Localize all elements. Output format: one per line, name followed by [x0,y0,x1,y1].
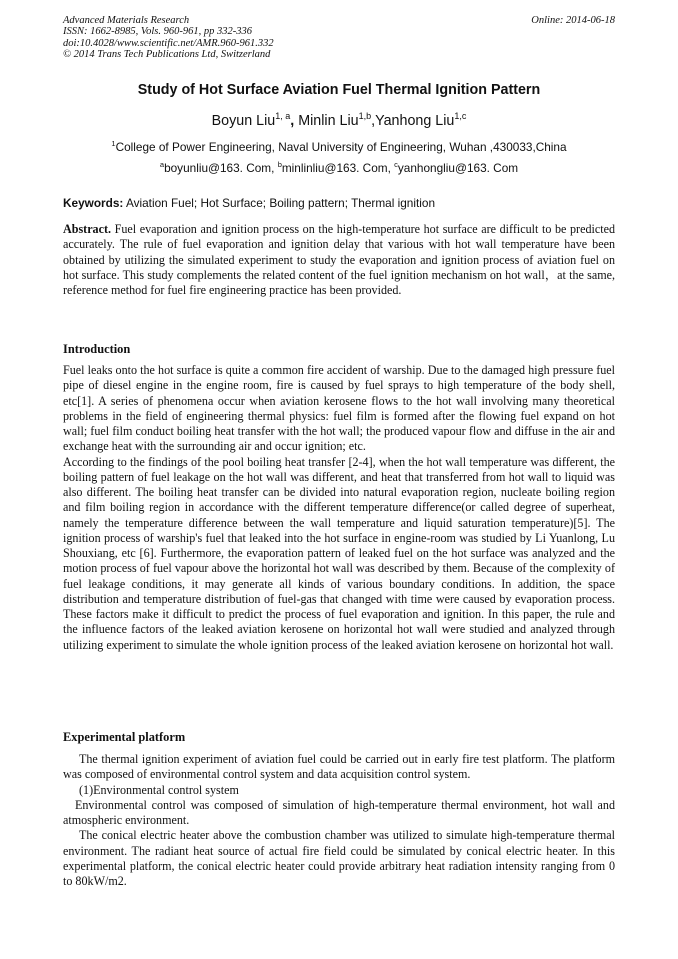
email-sup: c [394,160,398,169]
email: minlinliu@163. Com, [281,161,395,175]
keywords-label: Keywords: [63,196,124,210]
paper-title: Study of Hot Surface Aviation Fuel Thermal Ignition Pattern [137,82,541,98]
keywords-text: Aviation Fuel; Hot Surface; Boiling pattern; Thermal ignition [123,196,436,210]
keywords [63,196,618,210]
introduction-body [63,363,615,653]
author-emails [0,160,678,175]
affiliation [0,139,678,154]
copyright-line: © 2014 Trans Tech Publications Ltd, Switzerland [63,48,271,60]
online-date: Online: 2014-06-18 [531,15,615,26]
affiliation-sup: 1 [111,139,116,148]
author-name: Minlin Liu [298,113,359,129]
issn-line: ISSN: 1662-8985, Vols. 960-961, pp 332-336 [63,26,252,38]
doi-line[interactable]: doi:10.4028/www.scientific.net/AMR.960-961.332 [63,37,274,49]
paragraph: Environmental control was composed of simulation of high-temperature thermal environment, hot wall and atmospheric environment. [63,797,615,827]
journal-header [63,15,483,60]
section-heading-introduction: Introduction [63,342,131,356]
subheading: (1)Environmental control system [79,782,239,797]
abstract-label: Abstract. [63,222,112,236]
author-sup: 1,c [454,111,467,121]
abstract-text: Fuel evaporation and ignition process on the high-temperature hot surface are difficult to be predicted accurately. The rule of fuel evaporation and ignition delay that various with hot wall temperature have been obtained by utilizing the simulated experiment to study the evaporation and ignition process of aviation fuel on hot surface. This study complements the related content of the fuel ignition mechanism on hot wall，at the same, reference method for fuel fire engineering practice has been provided. [63,222,615,297]
author-name: Yanhong Liu [375,113,455,129]
paragraph: The conical electric heater above the combustion chamber was utilized to simulate high-temperature thermal environment. The radiant heat source of actual fire field could be simulated by conical electric heater. In this experimental platform, the conical electric heater could provide arbitrary heat radiation intensity ranging from 0 to 80kW/m2. [63,828,615,888]
email-sup: b [277,160,282,169]
author-sup: 1,b [358,111,372,121]
affiliation-text: College of Power Engineering, Naval University of Engineering, Wuhan ,430033,China [115,140,567,154]
paragraph: The thermal ignition experiment of aviation fuel could be carried out in early fire test platform. The platform was composed of environmental control system and data acquisition control system. [63,752,615,782]
email: boyunliu@163. Com, [164,161,278,175]
email-sup: a [159,160,165,169]
author-name: Boyun Liu [211,113,276,129]
email: yanhongliu@163. Com [397,161,519,175]
author-list: Boyun Liu$^{1, a}$, Minlin Liu$^{1,b}$,Yanhong Liu$^{1,c}$ [211,111,467,129]
abstract [63,222,615,298]
journal-name: Advanced Materials Research [63,15,190,26]
paragraph: Fuel leaks onto the hot surface is quite a common fire accident of warship. Due to the damaged high pressure fuel pipe of diesel engine in the engine room, fire is caused by fuel sprays to high temperature of the body shell, etc[1]. A series of phenomena occur when aviation kerosene flows to the hot wall involving many theoretical problems in the field of engineering thermal physics: fuel film is formed after the flowing fuel expand on hot wall; fuel film conduct boiling heat transfer with the hot wall; the produced vapour flow and diffuse in the air and exchange heat with the surrounding air and occur ignition; etc. [63,363,615,454]
paragraph: According to the findings of the pool boiling heat transfer [2-4], when the hot wall temperature was different, the boiling pattern of fuel leakage on the hot wall was different, and heat that transferred from hot wall to liquid was also different. The boiling heat transfer can be divided into natural evaporation region, nucleate boiling region and film boiling region in accordance with the different temperature difference(or called degree of superheat, namely the temperature difference between the wall temperature and liquid saturation temperature)[5]. The ignition process of warship's fuel that leaked into the hot surface in engine-room was studied by Li Yuanlong, Lu Shouxiang, etc [6]. Furthermore, the evaporation pattern of leaked fuel on the hot surface was analyzed and the motion process of fuel vapour above the horizontal hot wall was described by them. Because of the complexity of fuel leakage conditions, it may generate all kinds of various boundary conditions. In addition, the space distribution and temperature distribution of fuel-gas that changed with time were caused by evaporation process. These factors make it difficult to predict the process of fuel evaporation and ignition. In this paper, the rule and the influence factors of the leaked aviation kerosene on horizontal hot wall were studied and analyzed through utilizing experiment to simulate the whole ignition process of the leaked aviation kerosene on horizontal hot wall. [63,454,615,652]
section-heading-experimental: Experimental platform [63,730,186,744]
author-sup: 1, a [275,111,291,121]
experimental-body [63,752,615,889]
